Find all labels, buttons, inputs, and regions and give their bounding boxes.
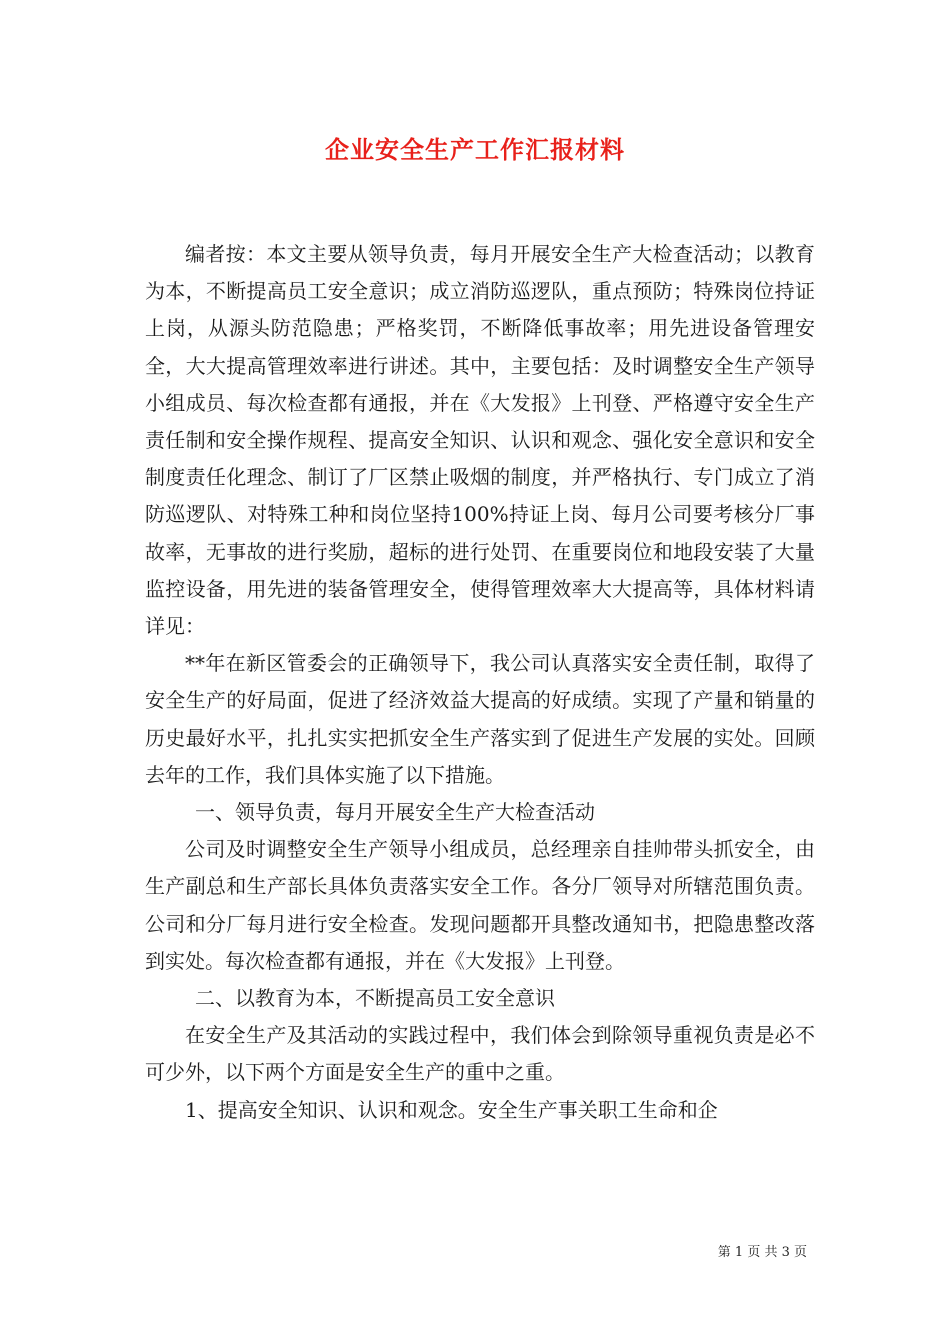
document-title: 企业安全生产工作汇报材料 xyxy=(325,135,625,164)
section-2-paragraph: 在安全生产及其活动的实践过程中，我们体会到除领导重视负责是必不可少外，以下两个方面是安全生产的重中之重。 xyxy=(145,1023,815,1085)
section-heading-1: 一、领导负责，每月开展安全生产大检查活动 xyxy=(195,800,595,825)
section-heading-2: 二、以教育为本，不断提高员工安全意识 xyxy=(195,986,555,1011)
section-1-paragraph: 公司及时调整安全生产领导小组成员，总经理亲自挂帅带头抓安全，由生产副总和生产部长具体负责落实安全工作。各分厂领导对所辖范围负责。公司和分厂每月进行安全检查。发现问题都开具整改通知书，把隐患整改落到实处。每次检查都有通报，并在《大发报》上刊登。 xyxy=(145,837,815,973)
editor-note-paragraph: 编者按：本文主要从领导负责，每月开展安全生产大检查活动；以教育为本，不断提高员工安全意识；成立消防巡逻队，重点预防；特殊岗位持证上岗，从源头防范隐患；严格奖罚，不断降低事故率；用先进设备管理安全，大大提高管理效率进行讲述。其中，主要包括：及时调整安全生产领导小组成员、每次检查都有通报，并在《大发报》上刊登、严格遵守安全生产责任制和安全操作规程、提高安全知识、认识和观念、强化安全意识和安全制度责任化理念、制订了厂区禁止吸烟的制度，并严格执行、专门成立了消防巡逻队、对特殊工种和岗位坚持100%持证上岗、每月公司要考核分厂事故率，无事故的进行奖励，超标的进行处罚、在重要岗位和地段安装了大量监控设备，用先进的装备管理安全，使得管理效率大大提高等，具体材料请详见： xyxy=(145,242,815,639)
subsection-1-paragraph: 1、提高安全知识、认识和观念。安全生产事关职工生命和企 xyxy=(185,1097,718,1122)
page-number-footer: 第 1 页 共 3 页 xyxy=(717,1245,807,1260)
intro-paragraph: **年在新区管委会的正确领导下，我公司认真落实安全责任制，取得了安全生产的好局面，促进了经济效益大提高的好成绩。实现了产量和销量的历史最好水平，扎扎实实把抓安全生产落实到了促进生产发展的实处。回顾去年的工作，我们具体实施了以下措施。 xyxy=(145,651,815,787)
document-body xyxy=(145,236,815,1129)
